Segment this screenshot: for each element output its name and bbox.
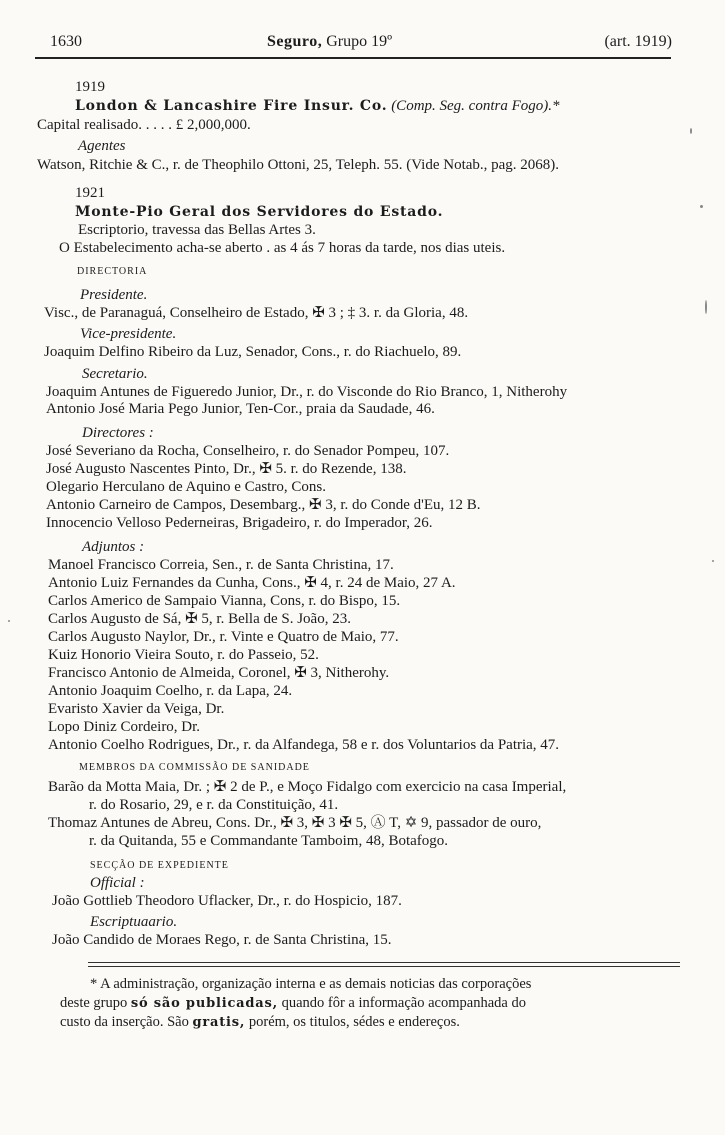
article-label: (art. 1919) (604, 33, 672, 50)
director-line: José Augusto Nascentes Pinto, Dr., ✠ 5. r. do Rezende, 138. (46, 461, 407, 477)
clerk-heading: Escriptuaario. (90, 914, 178, 930)
expedient-heading: SECÇÃO DE EXPEDIENTE (90, 860, 229, 871)
secretary-line: Antonio José Maria Pego Junior, Ten-Cor., praia da Saudade, 46. (46, 401, 435, 417)
header-rule (35, 57, 671, 59)
secretary-line: Joaquim Antunes de Figueredo Junior, Dr., r. do Visconde do Rio Branco, 1, Nitherohy (46, 384, 568, 400)
footnote-emphasis: só são publicadas, (130, 996, 278, 1011)
official-line: João Gottlieb Theodoro Uflacker, Dr., r. do Hospicio, 187. (52, 893, 402, 909)
footnote-emphasis: gratis, (192, 1015, 246, 1030)
president-line: Visc., de Paranaguá, Conselheiro de Estado, ✠ 3 ; ‡ 3. r. da Gloria, 48. (44, 305, 469, 321)
health-line: r. do Rosario, 29, e r. da Constituição, 41. (89, 797, 339, 813)
page-header (50, 33, 672, 55)
directoria-heading: DIRECTORIA (77, 266, 148, 277)
adjunct-line: Antonio Joaquim Coelho, r. da Lapa, 24. (48, 683, 293, 699)
group-label: Grupo 19º (326, 33, 393, 50)
adjunct-line: Antonio Coelho Rodrigues, Dr., r. da Alfandega, 58 e r. dos Voluntarios da Patria, 47. (48, 737, 560, 753)
footnote-text: quando fôr a informação acompanhada do (281, 995, 526, 1011)
hours-line: O Estabelecimento acha-se aberto . as 4 ás 7 horas da tarde, nos dias uteis. (59, 240, 506, 256)
director-line: Olegario Herculano de Aquino e Castro, Cons. (46, 479, 326, 495)
footnote-rule (88, 966, 680, 967)
adjunct-line: Kuiz Honorio Vieira Souto, r. do Passeio, 52. (48, 647, 319, 663)
agents-heading: Agentes (78, 138, 126, 154)
entry-title (75, 204, 443, 221)
page-number: 1630 (50, 33, 82, 50)
adjunct-line: Lopo Diniz Cordeiro, Dr. (48, 719, 201, 735)
section-title (267, 33, 392, 51)
adjunct-line: Francisco Antonio de Almeida, Coronel, ✠ 3, Nitherohy. (48, 665, 390, 681)
scan-speck (712, 560, 714, 562)
health-line: r. da Quitanda, 55 e Commandante Tamboim, 48, Botafogo. (89, 833, 449, 849)
agents-line: Watson, Ritchie & C., r. de Theophilo Ottoni, 25, Teleph. 55. (Vide Notab., pag. 2068). (37, 157, 560, 173)
company-name: London & Lancashire Fire Insur. Co. (75, 98, 388, 114)
clerk-line: João Candido de Moraes Rego, r. de Santa Christina, 15. (52, 932, 392, 948)
president-heading: Presidente. (80, 287, 148, 303)
entry-number: 1921 (75, 185, 105, 201)
adjunct-line: Antonio Luiz Fernandes da Cunha, Cons., ✠ 4, r. 24 de Maio, 27 A. (48, 575, 456, 591)
company-subtitle: (Comp. Seg. contra Fogo).* (391, 98, 560, 114)
section-name: Seguro, (267, 33, 323, 50)
entry-number: 1919 (75, 79, 105, 95)
footnote-text: custo da inserção. São (60, 1014, 189, 1030)
health-line: Thomaz Antunes de Abreu, Cons. Dr., ✠ 3, ✠ 3 ✠ 5, Ⓐ T, ✡ 9, passador de ouro, (48, 815, 542, 831)
office-line: Escriptorio, travessa das Bellas Artes 3. (78, 222, 316, 238)
adjunct-line: Carlos Augusto Naylor, Dr., r. Vinte e Quatro de Maio, 77. (48, 629, 399, 645)
official-heading: Official : (90, 875, 145, 891)
scan-speck (8, 620, 10, 622)
director-line: José Severiano da Rocha, Conselheiro, r. do Senador Pompeu, 107. (46, 443, 450, 459)
capital-line: Capital realisado. . . . . £ 2,000,000. (37, 117, 251, 133)
director-line: Antonio Carneiro de Campos, Desembarg., ✠ 3, r. do Conde d'Eu, 12 B. (46, 497, 481, 513)
footnote-text: porém, os titulos, sédes e endereços. (248, 1014, 460, 1030)
footnote-text: deste grupo (60, 995, 128, 1011)
footnote-line (60, 994, 526, 1013)
director-line: Innocencio Velloso Pederneiras, Brigadeiro, r. do Imperador, 26. (46, 515, 433, 531)
vice-heading: Vice-presidente. (80, 326, 177, 342)
directors-heading: Directores : (82, 425, 154, 441)
health-line: Barão da Motta Maia, Dr. ; ✠ 2 de P., e Moço Fidalgo com exercicio na casa Imperial, (48, 779, 567, 795)
adjuncts-heading: Adjuntos : (82, 539, 145, 555)
scan-speck (705, 300, 707, 314)
institution-name: Monte-Pio Geral dos Servidores do Estado. (75, 204, 444, 220)
adjunct-line: Evaristo Xavier da Veiga, Dr. (48, 701, 225, 717)
scan-speck (690, 128, 692, 134)
entry-title (75, 98, 560, 115)
adjunct-line: Carlos Americo de Sampaio Vianna, Cons, r. do Bispo, 15. (48, 593, 401, 609)
vice-line: Joaquim Delfino Ribeiro da Luz, Senador, Cons., r. do Riachuelo, 89. (44, 344, 462, 360)
secretary-heading: Secretario. (82, 366, 148, 382)
footnote-line (60, 1013, 460, 1032)
health-heading: MEMBROS DA COMMISSÃO DE SANIDADE (79, 762, 310, 773)
adjunct-line: Manoel Francisco Correia, Sen., r. de Santa Christina, 17. (48, 557, 394, 573)
adjunct-line: Carlos Augusto de Sá, ✠ 5, r. Bella de S. João, 23. (48, 611, 351, 627)
footnote-line: * A administração, organização interna e as demais noticias das corporações (90, 976, 532, 992)
footnote-rule (88, 962, 680, 963)
scan-speck (700, 205, 703, 208)
